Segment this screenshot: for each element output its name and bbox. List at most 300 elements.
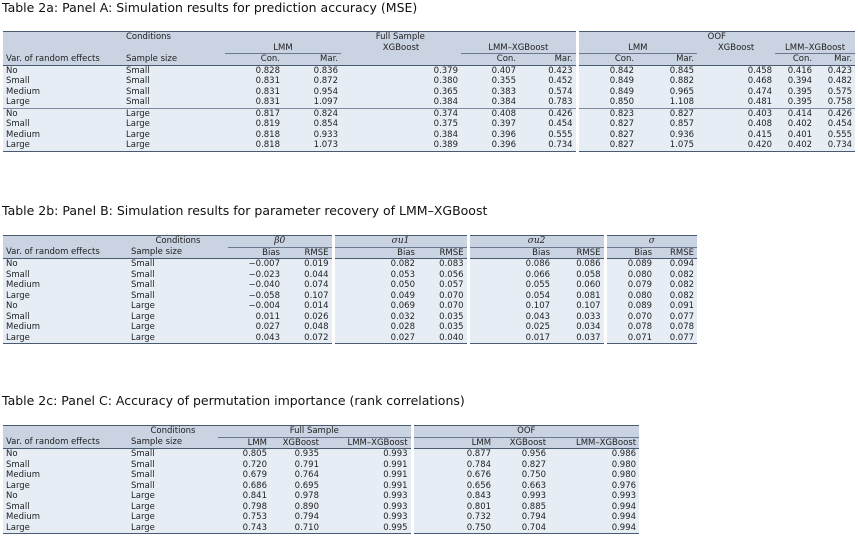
var-random-effects-cell: Small — [3, 76, 123, 87]
value-cell: 0.758 — [815, 97, 855, 108]
sample-size-cell: Small — [123, 76, 225, 87]
value-cell: 0.805 — [218, 449, 270, 460]
value-cell: 0.396 — [461, 140, 519, 151]
value-cell: 0.980 — [549, 460, 639, 471]
table-row — [3, 259, 697, 270]
bias-header: Bias — [228, 247, 283, 259]
value-cell: 0.704 — [494, 523, 549, 534]
table-b-body — [3, 259, 697, 344]
value-cell: 1.075 — [637, 140, 697, 151]
table-row — [3, 460, 639, 471]
value-cell: 0.017 — [468, 333, 553, 344]
value-cell: 0.954 — [283, 87, 341, 98]
var-random-effects-cell: No — [3, 65, 123, 76]
table-row — [3, 322, 697, 333]
value-cell: 0.037 — [553, 333, 605, 344]
sample-size-cell: Large — [128, 322, 228, 333]
sample-size-cell: Small — [123, 65, 225, 76]
value-cell: 0.044 — [283, 270, 333, 281]
value-cell: 0.055 — [468, 280, 553, 291]
table-b-header-row-1 — [3, 236, 697, 248]
value-cell: 0.011 — [228, 312, 283, 323]
value-cell: 0.978 — [270, 491, 322, 502]
value-cell: 0.019 — [283, 259, 333, 270]
sigma-header: σ — [605, 236, 697, 248]
var-random-effects-header: Var. of random effects — [3, 247, 128, 259]
var-random-effects-header: Var. of random effects — [3, 437, 128, 449]
value-cell: 0.403 — [697, 108, 775, 119]
value-cell: 0.784 — [412, 460, 494, 471]
value-cell: 0.082 — [655, 280, 697, 291]
value-cell: 1.073 — [283, 140, 341, 151]
value-cell: 0.395 — [775, 97, 815, 108]
sample-size-cell: Large — [128, 491, 218, 502]
mar-header: Mar. — [519, 54, 577, 66]
value-cell: 0.994 — [549, 502, 639, 513]
value-cell: 0.389 — [341, 140, 461, 151]
value-cell: 0.836 — [283, 65, 341, 76]
sample-size-cell: Large — [128, 502, 218, 513]
table-a-body — [3, 65, 855, 151]
value-cell: 0.401 — [775, 130, 815, 141]
value-cell: 0.014 — [283, 301, 333, 312]
value-cell: 0.035 — [418, 322, 468, 333]
value-cell: −0.058 — [228, 291, 283, 302]
value-cell: 0.070 — [418, 291, 468, 302]
value-cell: 0.379 — [341, 65, 461, 76]
var-random-effects-cell: Medium — [3, 87, 123, 98]
value-cell: 0.423 — [815, 65, 855, 76]
table-a-header-row-3 — [3, 54, 855, 66]
value-cell: 0.976 — [549, 481, 639, 492]
value-cell: 0.355 — [461, 76, 519, 87]
value-cell: 0.048 — [283, 322, 333, 333]
value-cell: 0.384 — [341, 97, 461, 108]
value-cell: 0.482 — [815, 76, 855, 87]
value-cell: 0.842 — [577, 65, 637, 76]
sample-size-cell: Large — [123, 108, 225, 119]
value-cell: 0.676 — [412, 470, 494, 481]
value-cell: 0.794 — [270, 512, 322, 523]
value-cell: 0.819 — [225, 119, 283, 130]
value-cell: 0.056 — [418, 270, 468, 281]
sample-size-cell: Large — [128, 301, 228, 312]
beta0-header: β0 — [228, 236, 333, 248]
table-row — [3, 140, 855, 151]
value-cell: 0.993 — [322, 491, 412, 502]
value-cell: 0.408 — [697, 119, 775, 130]
table-row — [3, 280, 697, 291]
value-cell: 0.854 — [283, 119, 341, 130]
value-cell: 1.108 — [637, 97, 697, 108]
value-cell: 0.824 — [283, 108, 341, 119]
value-cell: 0.995 — [322, 523, 412, 534]
var-random-effects-cell: Medium — [3, 280, 128, 291]
value-cell: 0.686 — [218, 481, 270, 492]
value-cell: 0.710 — [270, 523, 322, 534]
value-cell: 0.555 — [519, 130, 577, 141]
value-cell: 0.791 — [270, 460, 322, 471]
value-cell: 0.798 — [218, 502, 270, 513]
value-cell: 0.089 — [605, 259, 655, 270]
value-cell: 0.732 — [412, 512, 494, 523]
sample-size-cell: Small — [128, 460, 218, 471]
value-cell: 0.057 — [418, 280, 468, 291]
xgboost-header: XGBoost — [494, 437, 549, 449]
value-cell: 0.107 — [553, 301, 605, 312]
value-cell: 0.027 — [228, 322, 283, 333]
sample-size-header: Sample size — [123, 54, 225, 66]
var-random-effects-cell: Medium — [3, 512, 128, 523]
value-cell: 0.408 — [461, 108, 519, 119]
value-cell: 1.097 — [283, 97, 341, 108]
rmse-header: RMSE — [418, 247, 468, 259]
table-c-body — [3, 449, 639, 534]
sample-size-cell: Small — [128, 270, 228, 281]
var-random-effects-cell: Large — [3, 291, 128, 302]
table-a-header-row-2 — [3, 43, 855, 54]
var-random-effects-cell: Small — [3, 460, 128, 471]
table-row — [3, 449, 639, 460]
oof-lmm-header: LMM — [577, 43, 697, 54]
table-row — [3, 97, 855, 108]
sample-size-cell: Small — [128, 449, 218, 460]
table-row — [3, 481, 639, 492]
lmm-xgboost-header: LMM–XGBoost — [549, 437, 639, 449]
value-cell: −0.004 — [228, 301, 283, 312]
value-cell: 0.481 — [697, 97, 775, 108]
sample-size-cell: Small — [128, 280, 228, 291]
table-row — [3, 270, 697, 281]
var-random-effects-cell: Large — [3, 333, 128, 344]
value-cell: 0.043 — [228, 333, 283, 344]
value-cell: 0.750 — [412, 523, 494, 534]
table-row — [3, 312, 697, 323]
con-header: Con. — [775, 54, 815, 66]
var-random-effects-cell: Medium — [3, 470, 128, 481]
table-b-header-row-2 — [3, 247, 697, 259]
value-cell: 0.071 — [605, 333, 655, 344]
value-cell: 0.831 — [225, 97, 283, 108]
value-cell: 0.872 — [283, 76, 341, 87]
value-cell: 0.050 — [333, 280, 418, 291]
sample-size-cell: Large — [123, 119, 225, 130]
table-row — [3, 130, 855, 141]
conditions-header: Conditions — [123, 32, 225, 43]
lmm-xgboost-header: LMM–XGBoost — [322, 437, 412, 449]
sample-size-cell: Large — [128, 312, 228, 323]
value-cell: 0.094 — [655, 259, 697, 270]
value-cell: 0.841 — [218, 491, 270, 502]
value-cell: 0.049 — [333, 291, 418, 302]
value-cell: 0.849 — [577, 87, 637, 98]
value-cell: 0.827 — [494, 460, 549, 471]
var-random-effects-cell: Small — [3, 312, 128, 323]
table-row — [3, 470, 639, 481]
bias-header: Bias — [468, 247, 553, 259]
lmm-header: LMM — [412, 437, 494, 449]
value-cell: 0.882 — [637, 76, 697, 87]
value-cell: −0.023 — [228, 270, 283, 281]
value-cell: 0.383 — [461, 87, 519, 98]
lmm-header: LMM — [218, 437, 270, 449]
sample-size-header: Sample size — [128, 247, 228, 259]
table-row — [3, 502, 639, 513]
conditions-header: Conditions — [128, 426, 218, 438]
var-random-effects-cell: Large — [3, 97, 123, 108]
var-random-effects-cell: No — [3, 301, 128, 312]
value-cell: 0.384 — [341, 130, 461, 141]
var-random-effects-cell: Small — [3, 502, 128, 513]
sample-size-cell: Small — [128, 481, 218, 492]
sample-size-cell: Large — [123, 140, 225, 151]
value-cell: 0.402 — [775, 140, 815, 151]
table-row — [3, 512, 639, 523]
value-cell: 0.965 — [637, 87, 697, 98]
table-row — [3, 87, 855, 98]
lmm-header: LMM — [225, 43, 341, 54]
table-row — [3, 523, 639, 534]
value-cell: 0.454 — [815, 119, 855, 130]
table-b — [3, 235, 697, 344]
value-cell: 0.817 — [225, 108, 283, 119]
oof-lmm-xgboost-header: LMM–XGBoost — [775, 43, 855, 54]
sample-size-cell: Large — [128, 512, 218, 523]
value-cell: 0.028 — [333, 322, 418, 333]
value-cell: 0.074 — [283, 280, 333, 291]
value-cell: 0.750 — [494, 470, 549, 481]
mar-header: Mar. — [637, 54, 697, 66]
sample-size-cell: Small — [123, 97, 225, 108]
value-cell: 0.831 — [225, 87, 283, 98]
bias-header: Bias — [333, 247, 418, 259]
var-random-effects-cell: No — [3, 449, 128, 460]
con-header: Con. — [225, 54, 283, 66]
value-cell: 0.077 — [655, 333, 697, 344]
value-cell: 0.032 — [333, 312, 418, 323]
var-random-effects-cell: Small — [3, 270, 128, 281]
value-cell: 0.993 — [322, 502, 412, 513]
value-cell: 0.695 — [270, 481, 322, 492]
table-row — [3, 65, 855, 76]
sigma-u2-header: σu2 — [468, 236, 605, 248]
value-cell: 0.086 — [468, 259, 553, 270]
value-cell: 0.663 — [494, 481, 549, 492]
value-cell: 0.082 — [333, 259, 418, 270]
value-cell: 0.827 — [577, 119, 637, 130]
value-cell: 0.083 — [418, 259, 468, 270]
sample-size-cell: Large — [123, 130, 225, 141]
value-cell: 0.415 — [697, 130, 775, 141]
value-cell: 0.734 — [815, 140, 855, 151]
value-cell: 0.980 — [549, 470, 639, 481]
table-c — [3, 425, 639, 534]
value-cell: 0.818 — [225, 140, 283, 151]
value-cell: 0.054 — [468, 291, 553, 302]
value-cell: 0.426 — [519, 108, 577, 119]
table-row — [3, 291, 697, 302]
var-random-effects-header: Var. of random effects — [3, 54, 123, 66]
value-cell: 0.107 — [283, 291, 333, 302]
value-cell: 0.396 — [461, 130, 519, 141]
value-cell: 0.991 — [322, 460, 412, 471]
value-cell: 0.850 — [577, 97, 637, 108]
value-cell: 0.845 — [637, 65, 697, 76]
value-cell: 0.857 — [637, 119, 697, 130]
rmse-header: RMSE — [283, 247, 333, 259]
value-cell: 0.993 — [322, 512, 412, 523]
value-cell: 0.070 — [418, 301, 468, 312]
table-row — [3, 119, 855, 130]
sample-size-cell: Small — [128, 470, 218, 481]
value-cell: 0.107 — [468, 301, 553, 312]
value-cell: 0.720 — [218, 460, 270, 471]
sample-size-cell: Large — [128, 523, 218, 534]
conditions-header: Conditions — [128, 236, 228, 248]
var-random-effects-cell: Large — [3, 481, 128, 492]
con-header: Con. — [461, 54, 519, 66]
value-cell: 0.827 — [577, 140, 637, 151]
value-cell: 0.474 — [697, 87, 775, 98]
value-cell: 0.849 — [577, 76, 637, 87]
value-cell: 0.394 — [775, 76, 815, 87]
value-cell: 0.420 — [697, 140, 775, 151]
value-cell: 0.991 — [322, 470, 412, 481]
value-cell: −0.040 — [228, 280, 283, 291]
value-cell: 0.823 — [577, 108, 637, 119]
oof-header: OOF — [412, 426, 639, 438]
value-cell: 0.935 — [270, 449, 322, 460]
value-cell: 0.794 — [494, 512, 549, 523]
var-random-effects-cell: No — [3, 259, 128, 270]
value-cell: 0.402 — [775, 119, 815, 130]
value-cell: 0.034 — [553, 322, 605, 333]
var-random-effects-cell: Medium — [3, 130, 123, 141]
value-cell: 0.072 — [283, 333, 333, 344]
bias-header: Bias — [605, 247, 655, 259]
oof-header: OOF — [577, 32, 855, 43]
value-cell: 0.380 — [341, 76, 461, 87]
table-row — [3, 76, 855, 87]
table-a-header-row-1 — [3, 32, 855, 43]
lmm-xgboost-header: LMM–XGBoost — [461, 43, 577, 54]
var-random-effects-cell: Large — [3, 523, 128, 534]
value-cell: 0.843 — [412, 491, 494, 502]
sigma-u1-header: σu1 — [333, 236, 468, 248]
value-cell: 0.764 — [270, 470, 322, 481]
value-cell: 0.416 — [775, 65, 815, 76]
value-cell: 0.082 — [655, 270, 697, 281]
value-cell: 0.468 — [697, 76, 775, 87]
value-cell: 0.827 — [577, 130, 637, 141]
value-cell: 0.753 — [218, 512, 270, 523]
value-cell: 0.060 — [553, 280, 605, 291]
table-row — [3, 333, 697, 344]
value-cell: 0.384 — [461, 97, 519, 108]
value-cell: 0.452 — [519, 76, 577, 87]
mar-header: Mar. — [815, 54, 855, 66]
value-cell: 0.993 — [494, 491, 549, 502]
value-cell: 0.994 — [549, 512, 639, 523]
value-cell: −0.007 — [228, 259, 283, 270]
value-cell: 0.885 — [494, 502, 549, 513]
var-random-effects-cell: Medium — [3, 322, 128, 333]
value-cell: 0.986 — [549, 449, 639, 460]
table-row — [3, 108, 855, 119]
value-cell: 0.078 — [655, 322, 697, 333]
sample-size-cell: Small — [128, 291, 228, 302]
sample-size-cell: Small — [128, 259, 228, 270]
value-cell: 0.831 — [225, 76, 283, 87]
value-cell: 0.575 — [815, 87, 855, 98]
value-cell: 0.423 — [519, 65, 577, 76]
value-cell: 0.035 — [418, 312, 468, 323]
value-cell: 0.783 — [519, 97, 577, 108]
value-cell: 0.089 — [605, 301, 655, 312]
value-cell: 0.040 — [418, 333, 468, 344]
xgboost-header: XGBoost — [270, 437, 322, 449]
value-cell: 0.091 — [655, 301, 697, 312]
table-row — [3, 301, 697, 312]
table-b-title: Table 2b: Panel B: Simulation results for parameter recovery of LMM–XGBoost — [2, 203, 488, 218]
value-cell: 0.079 — [605, 280, 655, 291]
var-random-effects-cell: No — [3, 491, 128, 502]
value-cell: 0.397 — [461, 119, 519, 130]
value-cell: 0.734 — [519, 140, 577, 151]
value-cell: 0.993 — [549, 491, 639, 502]
value-cell: 0.994 — [549, 523, 639, 534]
value-cell: 0.801 — [412, 502, 494, 513]
value-cell: 0.426 — [815, 108, 855, 119]
con-header: Con. — [577, 54, 637, 66]
value-cell: 0.679 — [218, 470, 270, 481]
sample-size-header: Sample size — [128, 437, 218, 449]
value-cell: 0.374 — [341, 108, 461, 119]
value-cell: 0.993 — [322, 449, 412, 460]
full-sample-header: Full Sample — [218, 426, 412, 438]
full-sample-header: Full Sample — [225, 32, 577, 43]
table-c-header-row-1 — [3, 426, 639, 438]
value-cell: 0.375 — [341, 119, 461, 130]
value-cell: 0.574 — [519, 87, 577, 98]
table-a — [3, 31, 855, 152]
table-c-header-row-2 — [3, 437, 639, 449]
value-cell: 0.877 — [412, 449, 494, 460]
mar-header: Mar. — [283, 54, 341, 66]
value-cell: 0.555 — [815, 130, 855, 141]
table-a-title: Table 2a: Panel A: Simulation results for prediction accuracy (MSE) — [2, 0, 418, 15]
value-cell: 0.827 — [637, 108, 697, 119]
var-random-effects-cell: No — [3, 108, 123, 119]
value-cell: 0.414 — [775, 108, 815, 119]
value-cell: 0.743 — [218, 523, 270, 534]
value-cell: 0.043 — [468, 312, 553, 323]
value-cell: 0.033 — [553, 312, 605, 323]
value-cell: 0.058 — [553, 270, 605, 281]
value-cell: 0.070 — [605, 312, 655, 323]
value-cell: 0.454 — [519, 119, 577, 130]
value-cell: 0.077 — [655, 312, 697, 323]
value-cell: 0.828 — [225, 65, 283, 76]
value-cell: 0.069 — [333, 301, 418, 312]
sample-size-cell: Large — [128, 333, 228, 344]
value-cell: 0.026 — [283, 312, 333, 323]
value-cell: 0.081 — [553, 291, 605, 302]
value-cell: 0.053 — [333, 270, 418, 281]
value-cell: 0.080 — [605, 291, 655, 302]
value-cell: 0.818 — [225, 130, 283, 141]
value-cell: 0.933 — [283, 130, 341, 141]
